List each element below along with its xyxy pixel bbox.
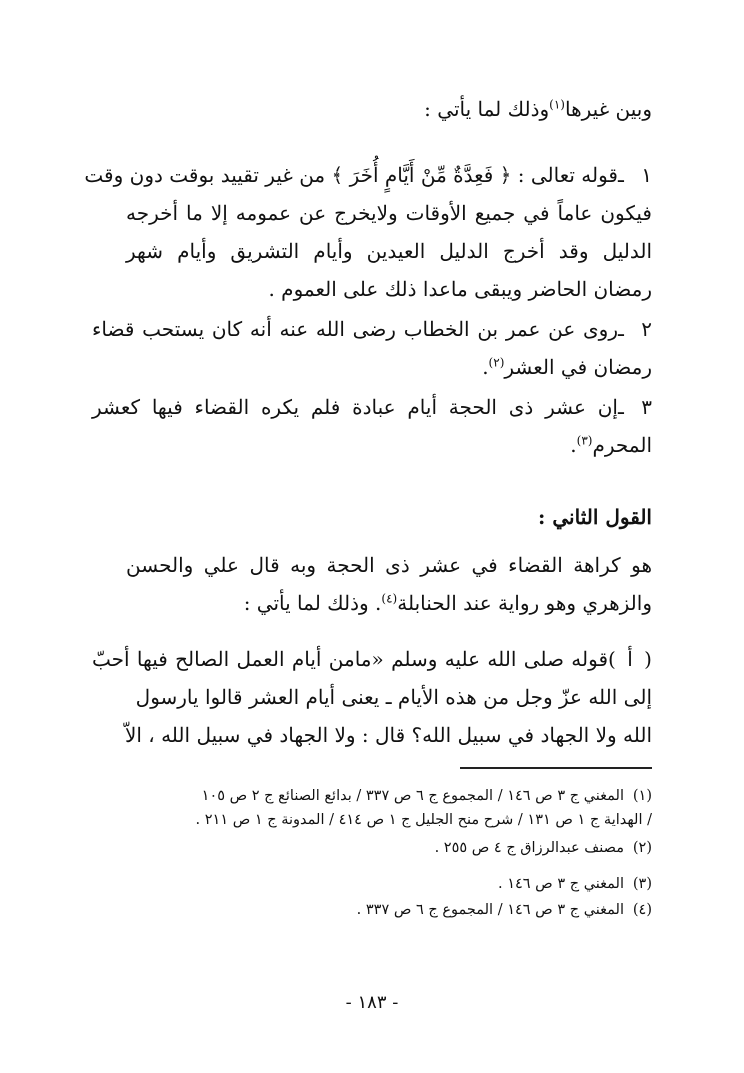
item-2-text-1: روى عن عمر بن الخطاب رضى الله عنه أنه كان يستحب قضاء (92, 317, 618, 341)
footnote-2 (92, 836, 652, 860)
alef-line-1 (92, 642, 652, 676)
footnote-4-number: (٤) (632, 902, 652, 918)
alef-text-2: إلى الله عزّ وجل من هذه الأيام ـ يعنى أيام العشر قالوا يارسول (135, 685, 652, 709)
item-1-text-2: فيكون عاماً في جميع الأوقات ولايخرج عن عمومه إلا ما أخرجه (126, 201, 652, 225)
footnote-ref-2: (٢) (488, 355, 505, 370)
alef-text-3: الله ولا الجهاد في سبيل الله؟ قال : ولا الجهاد في سبيل الله ، الاّ (124, 723, 652, 747)
item-1-line-2 (126, 196, 652, 230)
alef-line-2 (136, 680, 652, 714)
item-2-tail: . (482, 355, 489, 379)
footnote-4 (92, 898, 652, 922)
alef-line-3 (124, 718, 652, 752)
footnote-ref-1: (١) (549, 97, 565, 112)
item-3-line-2 (126, 428, 652, 462)
alef-text-1: قوله صلى الله عليه وسلم «مامن أيام العمل الصالح فيها أحبّ (92, 647, 608, 671)
item-1-text-4: رمضان الحاضر ويبقى ماعدا ذلك على العموم . (268, 277, 652, 301)
alef-number: ( أ ) (608, 647, 652, 671)
item-1-number: ١ ـ (618, 163, 652, 187)
footnote-1-line-1 (92, 784, 652, 808)
item-2-line-1 (92, 312, 652, 346)
page-number: - ١٨٣ - (345, 992, 399, 1013)
footnote-1-number: (١) (632, 788, 652, 804)
second-tail: . وذلك لما يأتي : (243, 591, 382, 615)
second-line-1 (126, 548, 652, 582)
item-1-line-3 (126, 234, 652, 268)
item-1-text-3: الدليل وقد أخرج الدليل العيدين وأيام التشريق وأيام شهر (126, 239, 652, 263)
footnote-1-line-2 (120, 808, 652, 832)
footnote-3 (92, 872, 652, 896)
item-1-text-1: قوله تعالى : ﴿ فَعِدَّةٌ مِّنْ أَيَّامٍ أُخَرَ ﴾ من غير تقييد بوقت دون وقت (84, 163, 618, 187)
intro-line (92, 92, 652, 126)
intro-text: وبين غيرها (564, 97, 652, 121)
second-text-1: هو كراهة القضاء في عشر ذى الحجة وبه قال علي والحسن (126, 553, 652, 577)
intro-rest: وذلك لما يأتي : (424, 97, 550, 121)
item-3-tail: . (570, 433, 577, 457)
item-3-text-1: إن عشر ذى الحجة أيام عبادة فلم يكره القضاء فيها كعشر (92, 395, 618, 419)
second-text-2: والزهري وهو رواية عند الحنابلة (397, 591, 652, 615)
footnote-ref-4: (٤) (381, 591, 398, 606)
footnote-4-text: المغني ج ٣ ص ١٤٦ / المجموع ج ٦ ص ٣٣٧ . (356, 902, 624, 918)
item-2-number: ٢ ـ (618, 317, 652, 341)
item-3-number: ٣ ـ (618, 395, 652, 419)
item-3-text-2: المحرم (592, 433, 652, 457)
second-opinion-heading: القول الثاني : (538, 505, 652, 529)
item-3-line-1 (92, 390, 652, 424)
footnote-separator (460, 767, 652, 769)
footnote-1-text-1: المغني ج ٣ ص ١٤٦ / المجموع ج ٦ ص ٣٣٧ / بدائع الصنائع ج ٢ ص ١٠٥ (201, 788, 624, 804)
footnote-2-number: (٢) (632, 840, 652, 856)
footnote-ref-3: (٣) (576, 433, 593, 448)
footnote-1-text-2: / الهداية ج ١ ص ١٣١ / شرح منح الجليل ج ١ ص ٤١٤ / المدونة ج ١ ص ٢١١ . (195, 812, 652, 828)
item-2-text-2: رمضان في العشر (504, 355, 652, 379)
footnote-2-text: مصنف عبدالرزاق ج ٤ ص ٢٥٥ . (434, 840, 624, 856)
footnote-3-number: (٣) (632, 876, 652, 892)
footnote-3-text: المغني ج ٣ ص ١٤٦ . (497, 876, 624, 892)
second-line-2 (92, 586, 652, 620)
item-1-line-1 (84, 158, 652, 192)
item-2-line-2 (126, 350, 652, 384)
item-1-line-4 (126, 272, 652, 306)
